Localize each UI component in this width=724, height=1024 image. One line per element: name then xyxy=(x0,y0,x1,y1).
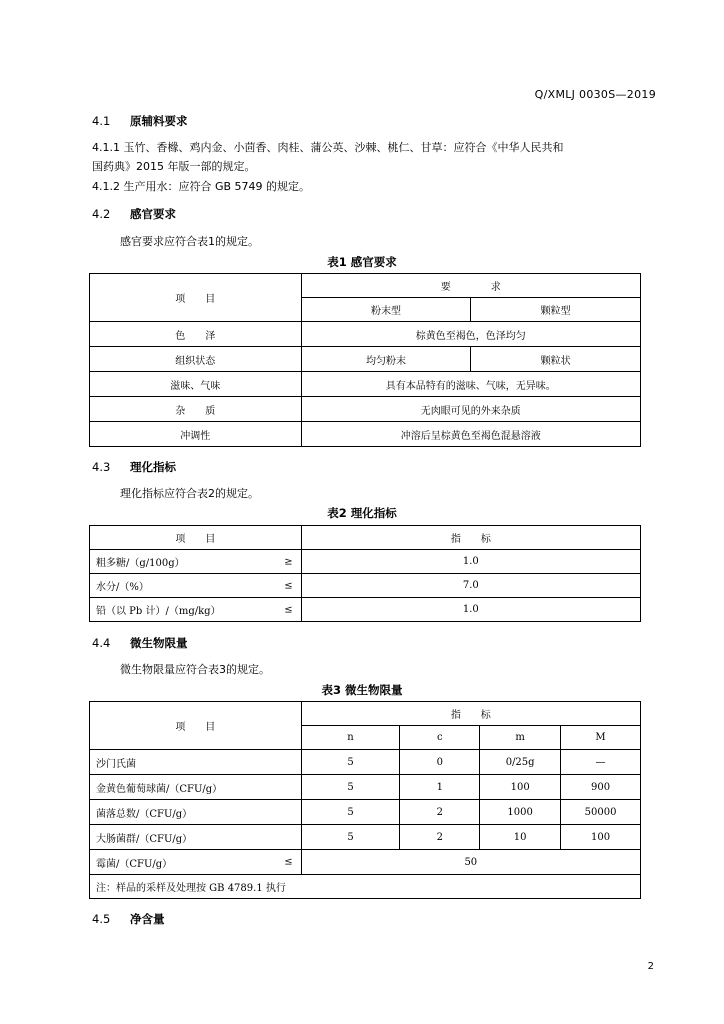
row-c: 2 xyxy=(400,825,480,850)
row-item: 大肠菌群/（CFU/g） xyxy=(90,825,302,850)
section-title: 微生物限量 xyxy=(130,636,188,650)
table3-header-c: c xyxy=(400,726,480,750)
table-row xyxy=(90,598,641,622)
row-n: 5 xyxy=(301,750,400,775)
comparison-symbol: ≤ xyxy=(284,580,293,591)
row-m: 1000 xyxy=(480,800,561,825)
row-m: 100 xyxy=(480,775,561,800)
section-4-2-intro: 感官要求应符合表1的规定。 xyxy=(120,235,259,248)
row-item: 杂 质 xyxy=(90,397,302,422)
clause-4-1-1-line2: 国药典》2015 年版一部的规定。 xyxy=(92,160,256,173)
section-4-2-heading xyxy=(92,206,176,222)
row-value: 冲溶后呈棕黄色至褐色混悬溶液 xyxy=(301,422,640,447)
clause-4-1-1-line1: 4.1.1 玉竹、香橼、鸡内金、小茴香、肉桂、蒲公英、沙棘、桃仁、甘草：应符合《中华人民共和 xyxy=(92,141,564,154)
section-4-3-heading xyxy=(92,459,176,475)
table2-header-index: 指 标 xyxy=(301,526,640,550)
row-value: 棕黄色至褐色，色泽均匀 xyxy=(301,322,640,347)
table-row xyxy=(90,397,641,422)
table3-note: 注：样品的采样及处理按 GB 4789.1 执行 xyxy=(90,875,641,899)
table-row xyxy=(90,550,641,574)
row-n: 5 xyxy=(301,825,400,850)
section-title: 理化指标 xyxy=(130,460,176,474)
section-number: 4.3 xyxy=(92,460,111,474)
section-4-1-heading xyxy=(92,113,188,129)
row-item: 沙门氏菌 xyxy=(90,750,302,775)
row-granule: 颗粒状 xyxy=(471,347,641,372)
section-title: 感官要求 xyxy=(130,207,176,221)
table-row xyxy=(90,750,641,775)
row-item: 冲调性 xyxy=(90,422,302,447)
table3-header-item: 项 目 xyxy=(90,702,302,750)
row-value: 7.0 xyxy=(301,574,640,598)
row-item xyxy=(90,850,302,875)
physicochemical-table xyxy=(89,525,641,622)
table1-header-powder: 粉末型 xyxy=(301,298,471,322)
table3-header-M: M xyxy=(561,726,641,750)
row-value: 无肉眼可见的外来杂质 xyxy=(301,397,640,422)
row-n: 5 xyxy=(301,775,400,800)
item-label: 霉菌/（CFU/g） xyxy=(96,858,173,870)
item-label: 铅（以 Pb 计）/（mg/kg） xyxy=(96,606,221,617)
row-value: 50 xyxy=(301,850,640,875)
section-number: 4.1 xyxy=(92,114,111,128)
comparison-symbol: ≤ xyxy=(284,856,293,868)
row-item: 菌落总数/（CFU/g） xyxy=(90,800,302,825)
table-row xyxy=(90,422,641,447)
row-M: 50000 xyxy=(561,800,641,825)
section-number: 4.4 xyxy=(92,636,111,650)
item-label: 粗多糖/（g/100g） xyxy=(96,558,185,569)
row-item xyxy=(90,550,302,574)
table-row xyxy=(90,322,641,347)
table-row xyxy=(90,800,641,825)
microbial-table xyxy=(89,701,641,899)
table-row xyxy=(90,775,641,800)
clause-4-1-2: 4.1.2 生产用水：应符合 GB 5749 的规定。 xyxy=(92,180,311,193)
row-item: 色 泽 xyxy=(90,322,302,347)
section-title: 原辅料要求 xyxy=(130,114,188,128)
row-item: 组织状态 xyxy=(90,347,302,372)
row-n: 5 xyxy=(301,800,400,825)
row-m: 10 xyxy=(480,825,561,850)
table-row xyxy=(90,372,641,397)
row-M: 100 xyxy=(561,825,641,850)
table-row xyxy=(90,850,641,875)
table1-header-granule: 颗粒型 xyxy=(471,298,641,322)
item-label: 水分/（%） xyxy=(96,582,149,593)
section-4-3-intro: 理化指标应符合表2的规定。 xyxy=(120,487,259,500)
comparison-symbol: ≤ xyxy=(284,604,293,615)
row-c: 2 xyxy=(400,800,480,825)
page-number: 2 xyxy=(647,961,654,972)
row-value: 1.0 xyxy=(301,598,640,622)
table1-caption: 表1 感官要求 xyxy=(327,255,397,269)
table1-header-requirement: 要 求 xyxy=(301,274,640,298)
row-item: 金黄色葡萄球菌/（CFU/g） xyxy=(90,775,302,800)
row-c: 0 xyxy=(400,750,480,775)
table3-header-n: n xyxy=(301,726,400,750)
table2-caption: 表2 理化指标 xyxy=(327,506,397,520)
comparison-symbol: ≥ xyxy=(284,556,293,567)
row-value: 具有本品特有的滋味、气味，无异味。 xyxy=(301,372,640,397)
row-item: 滋味、气味 xyxy=(90,372,302,397)
table2-header-item: 项 目 xyxy=(90,526,302,550)
section-title: 净含量 xyxy=(130,912,165,926)
section-4-5-heading xyxy=(92,911,165,927)
table1-header-item: 项 目 xyxy=(90,274,302,322)
row-item xyxy=(90,598,302,622)
row-powder: 均匀粉末 xyxy=(301,347,471,372)
row-m: 0/25g xyxy=(480,750,561,775)
table3-caption: 表3 微生物限量 xyxy=(321,683,403,697)
standard-number: Q/XMLJ 0030S—2019 xyxy=(534,88,656,101)
row-value: 1.0 xyxy=(301,550,640,574)
table3-header-m: m xyxy=(480,726,561,750)
table-row xyxy=(90,825,641,850)
row-c: 1 xyxy=(400,775,480,800)
row-M: 900 xyxy=(561,775,641,800)
table-row xyxy=(90,347,641,372)
section-4-4-heading xyxy=(92,635,188,651)
section-4-4-intro: 微生物限量应符合表3的规定。 xyxy=(120,663,270,676)
row-M: — xyxy=(561,750,641,775)
section-number: 4.2 xyxy=(92,207,111,221)
row-item xyxy=(90,574,302,598)
table-row xyxy=(90,574,641,598)
table3-header-index: 指 标 xyxy=(301,702,640,726)
section-number: 4.5 xyxy=(92,912,111,926)
sensory-table xyxy=(89,273,641,447)
